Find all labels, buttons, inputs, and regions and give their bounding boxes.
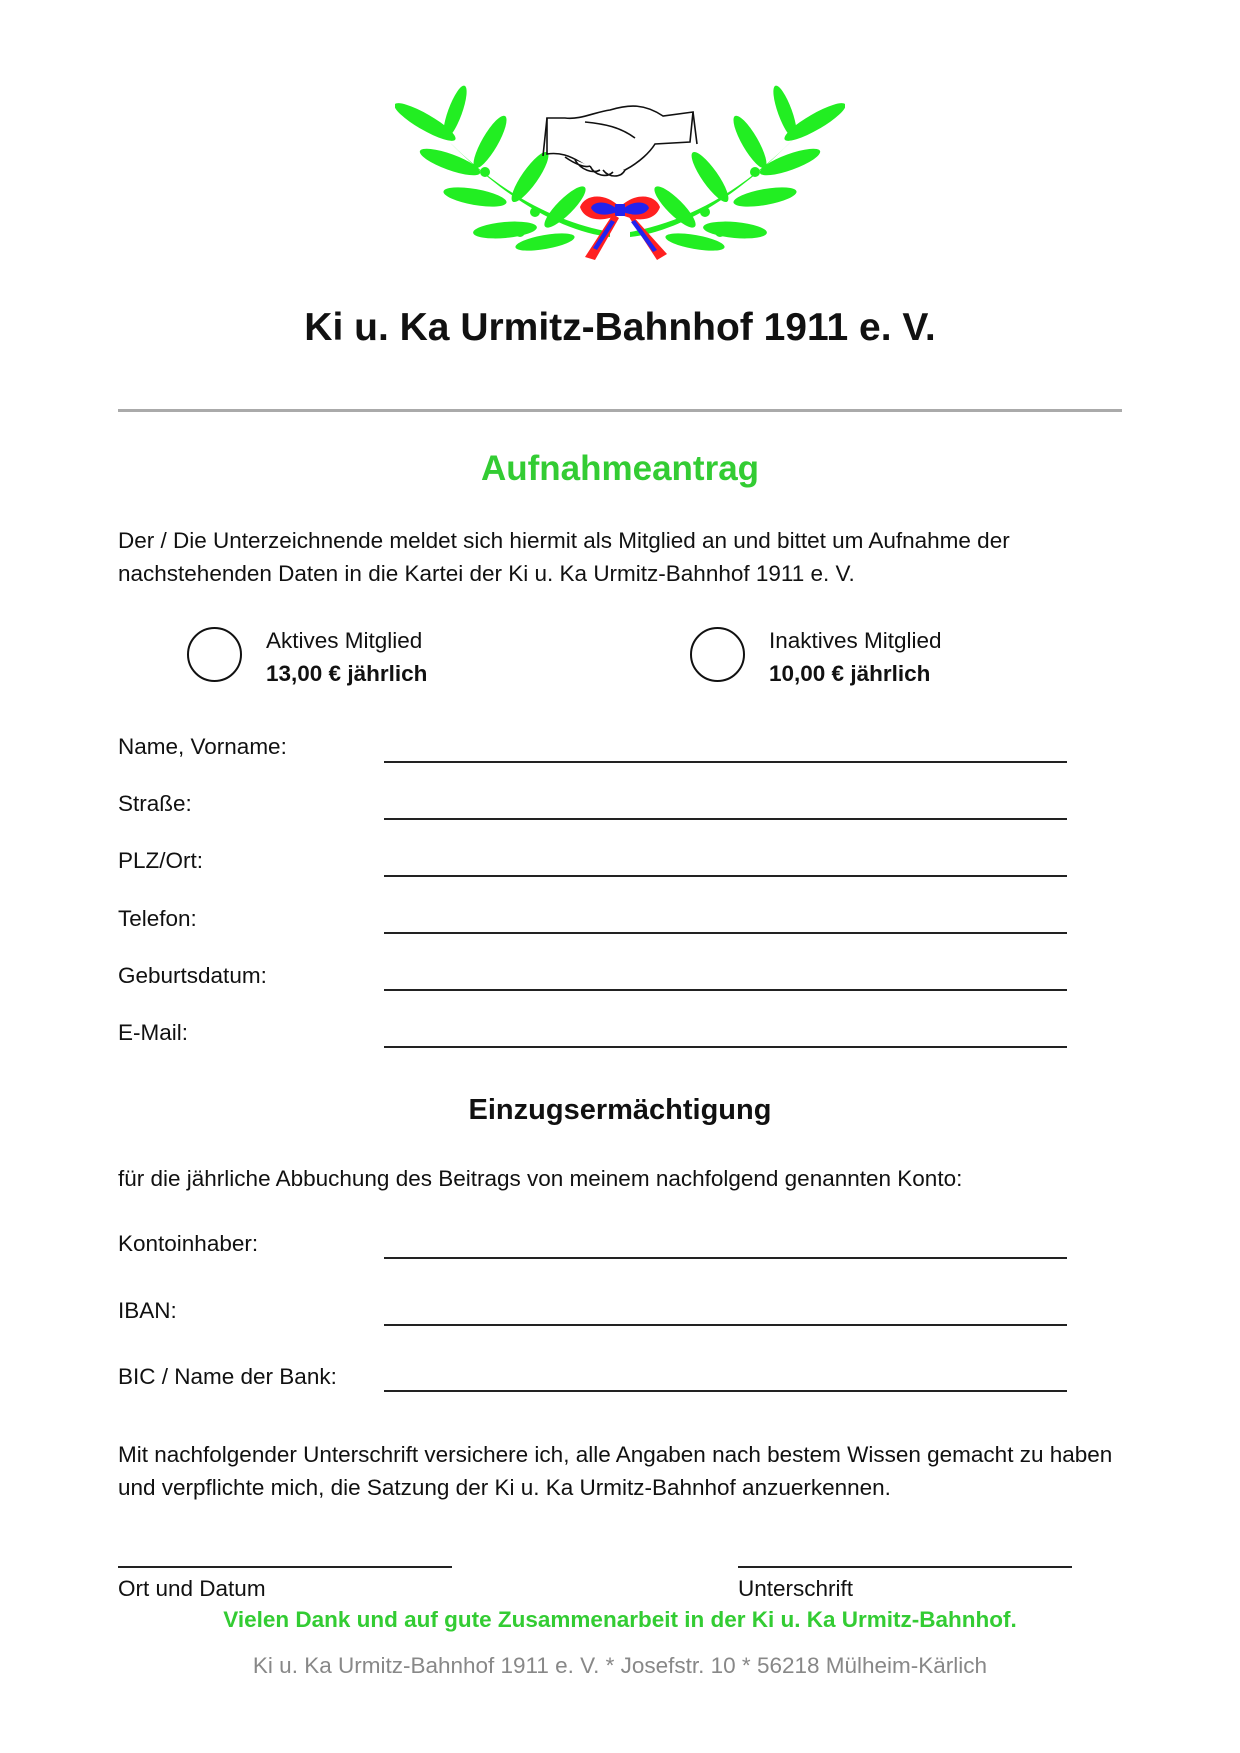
field-name-input[interactable] [384,761,1067,763]
field-birthdate-input[interactable] [384,989,1067,991]
field-bic-bank-input[interactable] [384,1390,1067,1392]
signature-line[interactable] [738,1566,1072,1568]
option-active-label: Aktives Mitglied [266,628,423,653]
laurel-branch-left [395,83,610,254]
laurel-branch-right [630,83,845,254]
field-label-phone: Telefon: [118,906,197,931]
field-label-email: E-Mail: [118,1020,189,1045]
field-iban-input[interactable] [384,1324,1067,1326]
option-inactive-label: Inaktives Mitglied [769,628,942,653]
field-email-input[interactable] [384,1046,1067,1048]
thanks-message: Vielen Dank und auf gute Zusammenarbeit in der Ki u. Ka Urmitz-Bahnhof. [223,1607,1017,1632]
field-label-bic-bank: BIC / Name der Bank: [118,1364,337,1389]
footer-address: Ki u. Ka Urmitz-Bahnhof 1911 e. V. * Josefstr. 10 * 56218 Mülheim-Kärlich [252,1653,988,1678]
field-account-holder-input[interactable] [384,1257,1067,1259]
declaration-paragraph: Mit nachfolgender Unterschrift versichere ich, alle Angaben nach bestem Wissen gemacht zu haben und verpflichte mich, die Satzung der Ki u. Ka Urmitz-Bahnhof anzuerkennen. [118,1442,1113,1500]
field-phone-input[interactable] [384,932,1067,934]
place-date-line[interactable] [118,1566,452,1568]
option-inactive-price: 10,00 € jährlich [769,661,931,686]
field-label-zip-city: PLZ/Ort: [118,848,204,873]
option-active-price: 13,00 € jährlich [266,661,428,686]
field-zip-city-input[interactable] [384,875,1067,877]
place-date-label: Ort und Datum [118,1576,266,1601]
field-label-name: Name, Vorname: [118,734,287,759]
field-label-birthdate: Geburtsdatum: [118,963,267,988]
debit-description: für die jährliche Abbuchung des Beitrags von meinem nachfolgend genannten Konto: [118,1166,963,1191]
field-label-street: Straße: [118,791,192,816]
signature-label: Unterschrift [738,1576,854,1601]
form-title: Aufnahmeantrag [480,449,760,488]
radio-inactive-member[interactable] [690,627,745,682]
field-street-input[interactable] [384,818,1067,820]
radio-active-member[interactable] [187,627,242,682]
debit-section-title: Einzugsermächtigung [468,1094,772,1126]
club-logo [395,82,845,282]
field-label-iban: IBAN: [118,1298,177,1323]
intro-paragraph: Der / Die Unterzeichnende meldet sich hiermit als Mitglied an und bittet um Aufnahme der nachstehenden Daten in die Kartei der Ki u. Ka Urmitz-Bahnhof 1911 e. V. [118,528,1010,586]
handshake-icon [543,106,697,176]
club-name-heading: Ki u. Ka Urmitz-Bahnhof 1911 e. V. [304,306,936,349]
header-divider [118,409,1122,412]
field-label-account-holder: Kontoinhaber: [118,1231,259,1256]
